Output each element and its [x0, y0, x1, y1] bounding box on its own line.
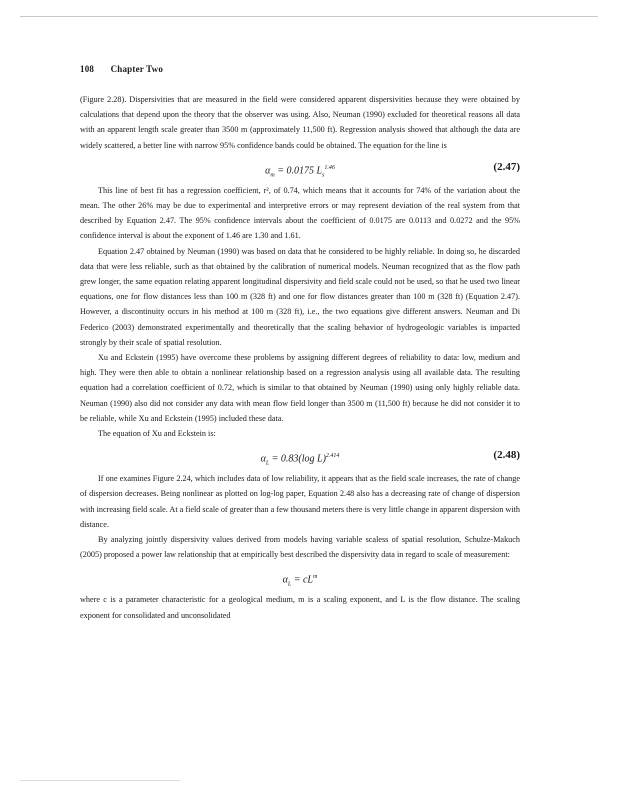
equation-body: $\alpha_m = 0.0175$ $L_s^{1.46}$	[265, 164, 335, 179]
paragraph: where c is a parameter characteristic for a geological medium, m is a scaling exponent, and L is the flow distance. The scaling exponent for consolidated and unconsolidated	[80, 595, 520, 620]
paragraph: This line of best fit has a regression coefficient, r², of 0.74, which means that it accounts for 74% of the variation about the mean. The other 26% may be due to experimental and interpretive errors or may represent deviation of the real system from that described by Equation 2.47. The 95% confidence intervals about the coefficient of 0.0175 are 0.0113 and 0.0272 and the 95% confidence interval is about the exponent of 1.46 are 1.30 and 1.61.	[80, 185, 520, 241]
paragraph: Xu and Eckstein (1995) have overcome these problems by assigning different degrees of reliability to data: low, medium and high. They were then able to obtain a nonlinear relationship based on a regression analysis using all available data. The resulting equation had a correlation coefficient of 0.72, which is similar to that obtained by Neuman (1990) using only highly reliable data. Neuman (1990) also did not consider any data with mean flow field longer than 3500 m (11,500 ft) because he did not consider it to be reliable, while Xu and Eckstein (1995) included these data.	[80, 353, 520, 423]
paragraph: (Figure 2.28). Dispersivities that are measured in the field were considered apparent dispersivities because they were obtained by calculations that depend upon the theory that the observer was using. Also, Neuman (1990) excluded for theoretical reasons all data with an apparent length scale greater than 3500 m (approximately 11,500 ft). Regression analysis showed that although the data are widely scattered, a better line with narrow 95% confidence bands could be obtained. The equation for the line is	[80, 95, 520, 150]
chapter-title: Chapter Two	[110, 64, 164, 74]
equation-2-49	[80, 562, 520, 592]
paragraph: By analyzing jointly dispersivity values derived from models having variable scaless of spatial resolution, Schulze-Makuch (2005) proposed a power law relationship that at empirically best described the dispersivity data in regard to scale of measurement:	[80, 535, 520, 560]
paragraph: The equation of Xu and Eckstein is:	[98, 429, 216, 439]
equation-2-48	[80, 441, 520, 471]
equation-2-47	[80, 153, 520, 183]
running-header	[80, 64, 163, 74]
equation-body: $\alpha_L = 0.83(\log$ L)$^{2.414}$	[260, 453, 340, 467]
equation-number: (2.47)	[493, 160, 520, 173]
bottom-rule	[20, 780, 180, 781]
page-body	[80, 92, 520, 623]
paragraph: Equation 2.47 obtained by Neuman (1990) was based on data that he considered to be highly reliable. In doing so, he discarded data that were less reliable, such as that obtained by the calibration of numerical models. Neuman recognized that as the flow path grew longer, the same equation relating apparent longitudinal dispersivity and field scale could not be used, so that he used two linear equations, one for flow distances less than 100 m (328 ft) and one for flow distances greater than 100 m (328 ft) (Equation 2.47). However, a discontinuity occurs in his method at 100 m (328 ft), i.e., the two equations give different answers. Neuman and Di Federico (2003) demonstrated experimentally and theoretically that the scaling behavior of hydrogeologic variables is impacted strongly by their scale of spatial resolution.	[80, 246, 520, 347]
paragraph: If one examines Figure 2.24, which includes data of low reliability, it appears that as the field scale increases, the rate of change of dispersion decreases. Being nonlinear as plotted on log-log paper, Equation 2.48 also has a decreasing rate of change of dispersion with increasing field scale. At a field scale of greater than a few thousand meters there is very little change in apparent dispersion with distance.	[80, 474, 520, 529]
page-number: 108	[80, 64, 95, 74]
equation-body: $\alpha_L = cL^m$	[282, 574, 318, 588]
equation-number: (2.48)	[493, 449, 520, 462]
top-rule	[20, 16, 598, 17]
